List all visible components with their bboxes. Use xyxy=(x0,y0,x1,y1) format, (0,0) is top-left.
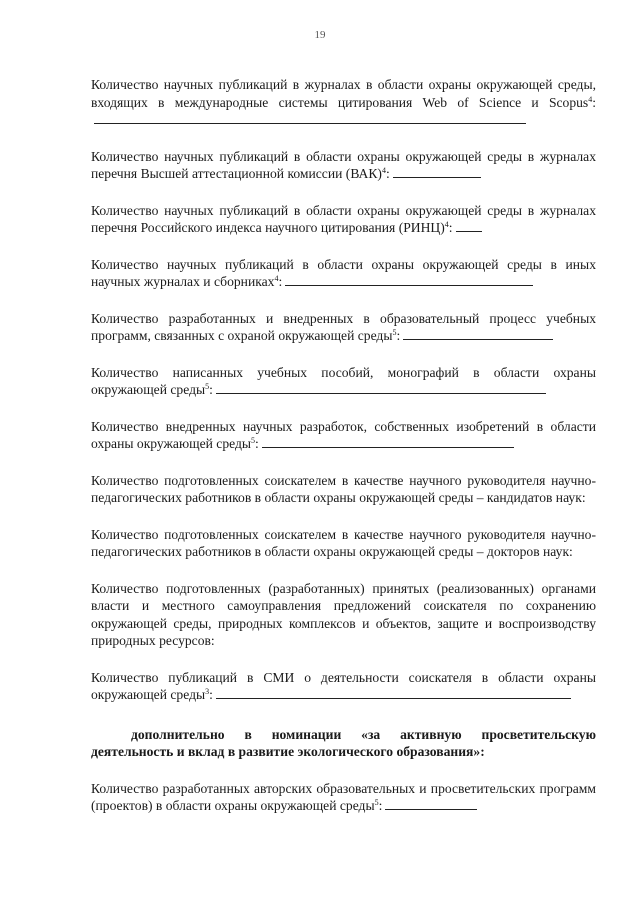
colon: : xyxy=(255,436,259,451)
item-text: Количество подготовленных соискателем в качестве научного руководителя научно-педагогических работников в области охраны окружающей среды – кандидатов наук: xyxy=(91,472,596,505)
item-text: Количество разработанных авторских образовательных и просветительских программ (проектов) в области охраны окружающей среды xyxy=(91,780,596,813)
nomination-heading: дополнительно в номинации «за активную просветительскую деятельность и вклад в развитие экологического образования»: xyxy=(91,726,596,759)
colon: : xyxy=(209,687,213,702)
footnote-mark: 5 xyxy=(392,328,397,337)
answer-blank[interactable] xyxy=(285,273,533,286)
item-author-programs xyxy=(91,780,596,815)
answer-blank[interactable] xyxy=(403,327,553,340)
colon: : xyxy=(448,220,453,235)
item-rinc-publications xyxy=(91,202,596,237)
footnote-mark: 5 xyxy=(205,382,210,391)
item-doctors-trained xyxy=(91,526,596,561)
item-text: Количество подготовленных соискателем в качестве научного руководителя научно-педагогических работников в области охраны окружающей среды – докторов наук: xyxy=(91,526,596,559)
answer-blank[interactable] xyxy=(393,165,481,178)
colon: : xyxy=(385,166,390,181)
colon: : xyxy=(278,274,283,289)
item-media-publications xyxy=(91,669,596,704)
item-vak-publications xyxy=(91,148,596,183)
footnote-mark: 4 xyxy=(444,220,449,229)
item-text: Количество внедренных научных разработок, собственных изобретений в области охраны окружающей среды xyxy=(91,418,596,451)
item-text: Количество научных публикаций в области охраны окружающей среды в журналах перечня Российского индекса научного цитирования (РИНЦ) xyxy=(91,202,596,235)
footnote-mark: 5 xyxy=(251,436,256,445)
answer-blank[interactable] xyxy=(216,686,571,699)
colon: : xyxy=(592,94,596,110)
item-scientific-developments xyxy=(91,418,596,453)
answer-blank[interactable] xyxy=(262,435,514,448)
item-text: Количество публикаций в СМИ о деятельности соискателя в области охраны окружающей среды xyxy=(91,669,596,702)
item-text: Количество научных публикаций в журналах в области охраны окружающей среды, входящих в международные системы цитирования Web of Science и Scopus xyxy=(91,77,596,110)
footnote-mark: 3 xyxy=(205,687,210,696)
item-text: Количество разработанных и внедренных в образовательный процесс учебных программ, связанных с охраной окружающей среды xyxy=(91,310,596,343)
item-text: Количество научных публикаций в области охраны окружающей среды в журналах перечня Высшей аттестационной комиссии (ВАК) xyxy=(91,148,596,181)
document-body xyxy=(91,76,596,815)
page-number: 19 xyxy=(314,29,326,41)
item-text: Количество научных публикаций в области охраны окружающей среды в иных научных журналах и сборниках xyxy=(91,256,596,289)
item-other-journals-publications xyxy=(91,256,596,291)
item-textbooks-monographs xyxy=(91,364,596,399)
footnote-mark: 4 xyxy=(588,94,593,104)
answer-blank[interactable] xyxy=(216,381,546,394)
answer-blank[interactable] xyxy=(456,219,482,232)
colon: : xyxy=(378,798,383,813)
item-text: Количество написанных учебных пособий, монографий в области охраны окружающей среды xyxy=(91,364,596,397)
colon: : xyxy=(209,382,213,397)
footnote-mark: 4 xyxy=(274,274,279,283)
item-educational-programs xyxy=(91,310,596,345)
item-candidates-trained xyxy=(91,472,596,507)
colon: : xyxy=(396,328,401,343)
item-proposals-adopted xyxy=(91,580,596,650)
footnote-mark: 4 xyxy=(381,166,386,175)
item-text: Количество подготовленных (разработанных) принятых (реализованных) органами власти и местного самоуправления предложений соискателя по сохранению окружающей среды, природных комплексов и объектов, защите и воспроизводству природных ресурсов: xyxy=(91,580,596,648)
answer-blank[interactable] xyxy=(94,111,526,124)
item-wos-scopus-publications xyxy=(91,76,596,129)
answer-blank[interactable] xyxy=(385,797,477,810)
footnote-mark: 5 xyxy=(374,798,379,807)
